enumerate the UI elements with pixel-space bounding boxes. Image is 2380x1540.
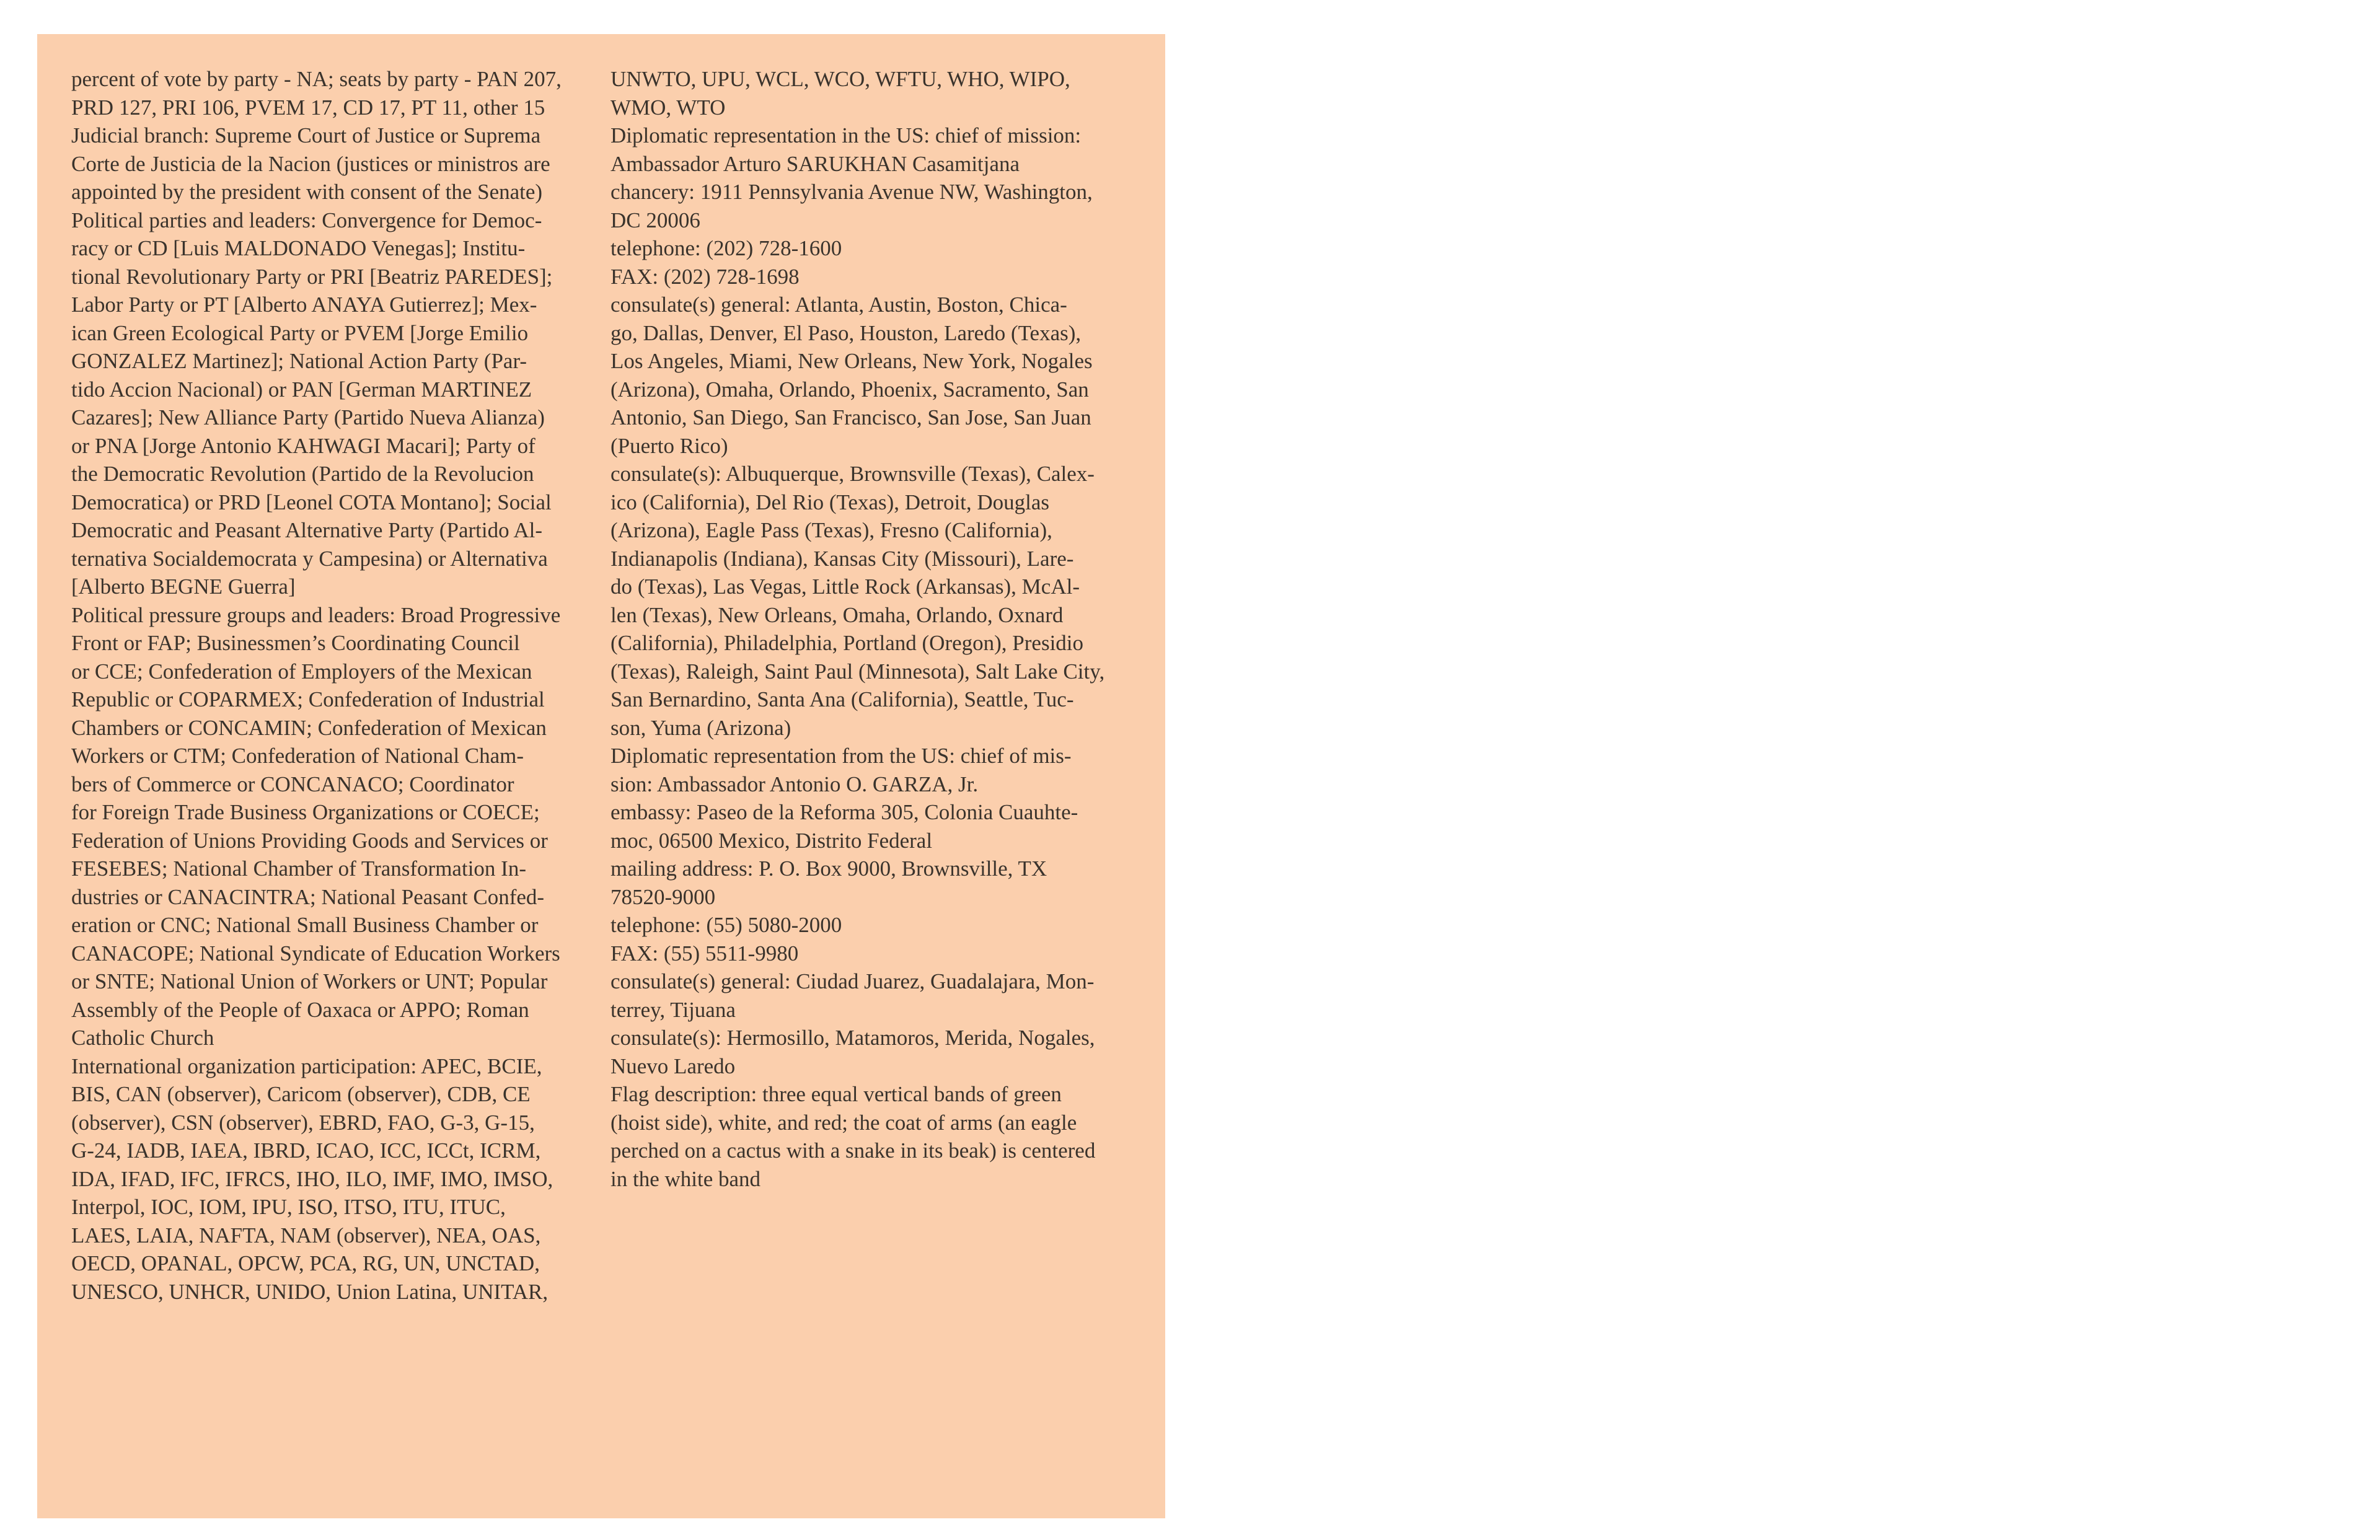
text-line: Labor Party or PT [Alberto ANAYA Gutierrez]; Mex-	[71, 293, 537, 317]
text-line: consulate(s) general: Ciudad Juarez, Guadalajara, Mon-	[610, 969, 1095, 993]
text-line: (Puerto Rico)	[610, 433, 728, 458]
text-line: chancery: 1911 Pennsylvania Avenue NW, Washington,	[610, 180, 1093, 204]
text-line: Chambers or CONCAMIN; Confederation of Mexican	[71, 715, 547, 740]
text-line: dustries or CANACINTRA; National Peasant Confed-	[71, 884, 545, 909]
text-line: (hoist side), white, and red; the coat of arms (an eagle	[610, 1110, 1077, 1135]
text-line: sion: Ambassador Antonio O. GARZA, Jr.	[610, 772, 979, 796]
text-line: len (Texas), New Orleans, Omaha, Orlando, Oxnard	[610, 602, 1064, 627]
text-line: tional Revolutionary Party or PRI [Beatriz PAREDES];	[71, 264, 553, 289]
text-line: Workers or CTM; Confederation of National Cham-	[71, 744, 524, 768]
text-line: consulate(s): Albuquerque, Brownsville (Texas), Calex-	[610, 462, 1095, 486]
text-line: Flag description: three equal vertical bands of green	[610, 1082, 1062, 1106]
text-line: Indianapolis (Indiana), Kansas City (Missouri), Lare-	[610, 546, 1074, 571]
text-line: [Alberto BEGNE Guerra]	[71, 574, 296, 599]
text-line: (Arizona), Eagle Pass (Texas), Fresno (California),	[610, 518, 1052, 542]
text-line: tido Accion Nacional) or PAN [German MARTINEZ	[71, 377, 532, 402]
text-line: eration or CNC; National Small Business Chamber or	[71, 913, 539, 937]
text-line: FAX: (55) 5511-9980	[610, 941, 799, 966]
text-line: percent of vote by party - NA; seats by party - PAN 207,	[71, 67, 562, 91]
text-line: embassy: Paseo de la Reforma 305, Colonia Cuauhte-	[610, 800, 1078, 824]
text-line: DC 20006	[610, 208, 700, 232]
text-line: Federation of Unions Providing Goods and Services or	[71, 828, 548, 853]
text-line: Democratic and Peasant Alternative Party (Partido Al-	[71, 518, 543, 542]
text-line: UNWTO, UPU, WCL, WCO, WFTU, WHO, WIPO,	[610, 67, 1070, 91]
text-line: BIS, CAN (observer), Caricom (observer), CDB, CE	[71, 1082, 531, 1106]
left-text-column	[71, 65, 604, 1306]
text-line: Republic or COPARMEX; Confederation of Industrial	[71, 687, 545, 711]
text-line: appointed by the president with consent of the Senate)	[71, 180, 543, 204]
text-line: Corte de Justicia de la Nacion (justices or ministros are	[71, 151, 550, 176]
text-line: moc, 06500 Mexico, Distrito Federal	[610, 828, 933, 853]
text-line: Political pressure groups and leaders: Broad Progressive	[71, 602, 561, 627]
text-line: Ambassador Arturo SARUKHAN Casamitjana	[610, 151, 1020, 176]
text-line: Nuevo Laredo	[610, 1054, 736, 1078]
text-line: (observer), CSN (observer), EBRD, FAO, G-3, G-15,	[71, 1110, 535, 1135]
text-line: (California), Philadelphia, Portland (Oregon), Presidio	[610, 631, 1084, 655]
text-line: Assembly of the People of Oaxaca or APPO; Roman	[71, 997, 529, 1022]
text-line: Front or FAP; Businessmen’s Coordinating Council	[71, 631, 520, 655]
text-line: (Texas), Raleigh, Saint Paul (Minnesota), Salt Lake City,	[610, 659, 1105, 684]
text-line: son, Yuma (Arizona)	[610, 715, 791, 740]
text-line: FAX: (202) 728-1698	[610, 264, 800, 289]
text-line: Diplomatic representation in the US: chief of mission:	[610, 123, 1082, 147]
text-line: UNESCO, UNHCR, UNIDO, Union Latina, UNITAR,	[71, 1279, 549, 1304]
text-line: FESEBES; National Chamber of Transformation In-	[71, 856, 526, 881]
page-panel	[37, 34, 1165, 1518]
text-line: Democratica) or PRD [Leonel COTA Montano]; Social	[71, 490, 552, 514]
text-line: ican Green Ecological Party or PVEM [Jorge Emilio	[71, 320, 529, 345]
text-line: mailing address: P. O. Box 9000, Brownsville, TX	[610, 856, 1047, 881]
text-line: for Foreign Trade Business Organizations or COECE;	[71, 800, 540, 824]
text-line: consulate(s): Hermosillo, Matamoros, Merida, Nogales,	[610, 1026, 1095, 1050]
text-line: 78520-9000	[610, 884, 716, 909]
text-line: do (Texas), Las Vegas, Little Rock (Arkansas), McAl-	[610, 574, 1080, 599]
text-line: CANACOPE; National Syndicate of Education Workers	[71, 941, 560, 966]
text-line: Catholic Church	[71, 1026, 214, 1050]
text-line: PRD 127, PRI 106, PVEM 17, CD 17, PT 11, other 15	[71, 95, 545, 120]
text-line: the Democratic Revolution (Partido de la Revolucion	[71, 462, 534, 486]
text-line: Interpol, IOC, IOM, IPU, ISO, ITSO, ITU, ITUC,	[71, 1195, 506, 1219]
text-line: G-24, IADB, IAEA, IBRD, ICAO, ICC, ICCt, ICRM,	[71, 1138, 541, 1163]
text-line: Judicial branch: Supreme Court of Justice or Suprema	[71, 123, 541, 147]
text-line: IDA, IFAD, IFC, IFRCS, IHO, ILO, IMF, IMO, IMSO,	[71, 1166, 553, 1191]
text-line: or PNA [Jorge Antonio KAHWAGI Macari]; Party of	[71, 433, 536, 458]
text-line: OECD, OPANAL, OPCW, PCA, RG, UN, UNCTAD,	[71, 1251, 540, 1275]
text-line: bers of Commerce or CONCANACO; Coordinator	[71, 772, 514, 796]
text-line: GONZALEZ Martinez]; National Action Party (Par-	[71, 349, 527, 373]
text-line: WMO, WTO	[610, 95, 726, 120]
text-line: ico (California), Del Rio (Texas), Detroit, Douglas	[610, 490, 1050, 514]
text-line: go, Dallas, Denver, El Paso, Houston, Laredo (Texas),	[610, 320, 1082, 345]
text-line: telephone: (55) 5080-2000	[610, 913, 842, 937]
text-line: Political parties and leaders: Convergence for Democ-	[71, 208, 542, 232]
text-line: racy or CD [Luis MALDONADO Venegas]; Institu-	[71, 236, 526, 260]
text-line: Los Angeles, Miami, New Orleans, New York, Nogales	[610, 349, 1093, 373]
text-line: telephone: (202) 728-1600	[610, 236, 842, 260]
text-line: Antonio, San Diego, San Francisco, San Jose, San Juan	[610, 405, 1091, 429]
text-line: Cazares]; New Alliance Party (Partido Nueva Alianza)	[71, 405, 545, 429]
text-line: ternativa Socialdemocrata y Campesina) or Alternativa	[71, 546, 548, 571]
text-line: or SNTE; National Union of Workers or UNT; Popular	[71, 969, 548, 993]
text-line: terrey, Tijuana	[610, 997, 736, 1022]
text-line: (Arizona), Omaha, Orlando, Phoenix, Sacramento, San	[610, 377, 1089, 402]
text-line: consulate(s) general: Atlanta, Austin, Boston, Chica-	[610, 293, 1067, 317]
text-line: Diplomatic representation from the US: chief of mis-	[610, 744, 1072, 768]
right-text-column	[610, 65, 1144, 1193]
text-line: in the white band	[610, 1166, 761, 1191]
text-line: perched on a cactus with a snake in its beak) is centered	[610, 1138, 1096, 1163]
text-line: International organization participation: APEC, BCIE,	[71, 1054, 542, 1078]
text-line: San Bernardino, Santa Ana (California), Seattle, Tuc-	[610, 687, 1074, 711]
text-line: or CCE; Confederation of Employers of the Mexican	[71, 659, 532, 684]
text-line: LAES, LAIA, NAFTA, NAM (observer), NEA, OAS,	[71, 1223, 541, 1247]
